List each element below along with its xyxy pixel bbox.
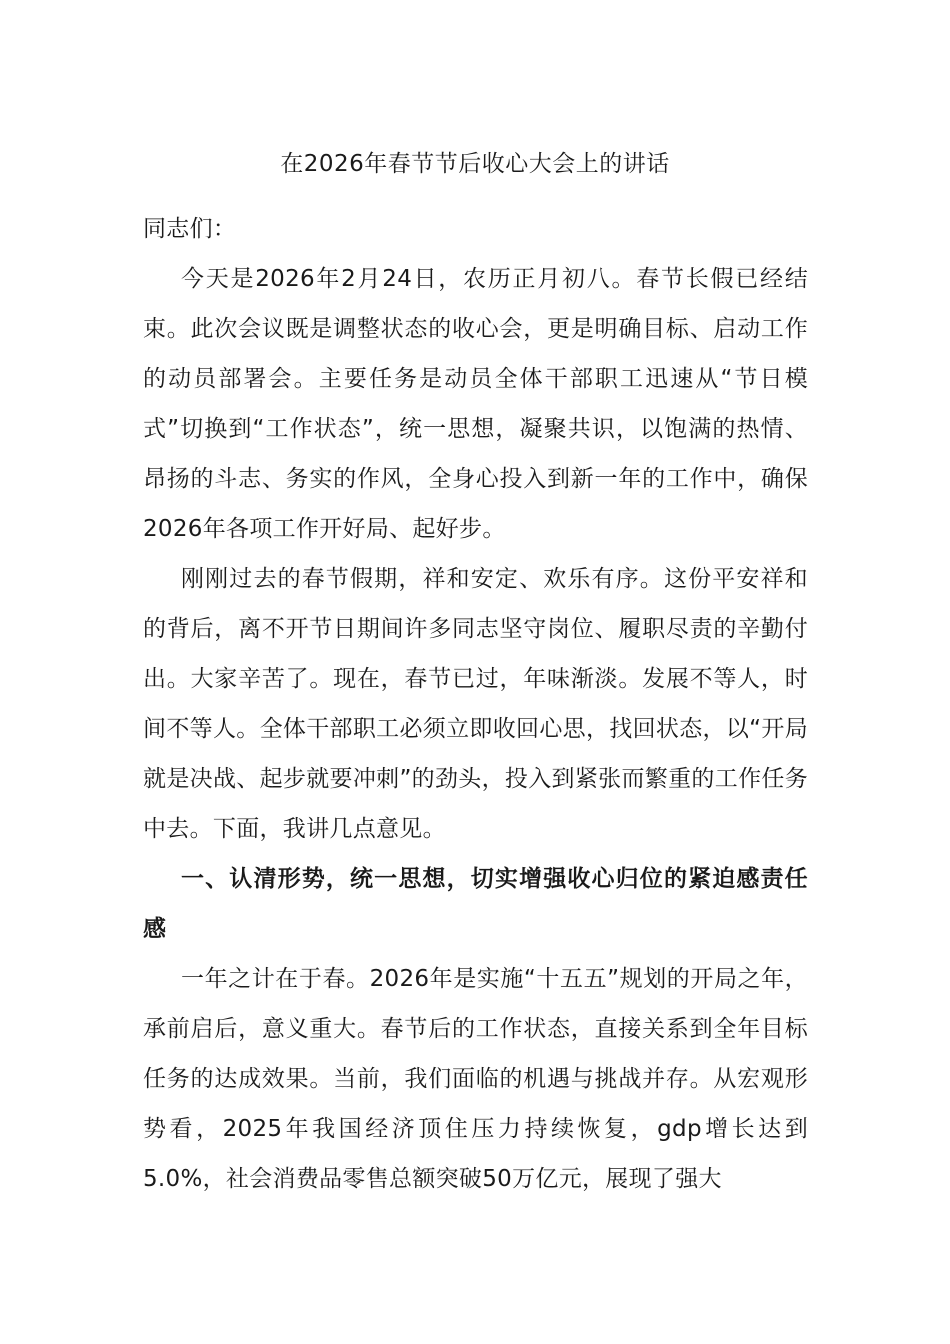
salutation: 同志们： — [143, 216, 237, 242]
paragraph-opening: 今天是2026年2月24日，农历正月初八。春节长假已经结束。此次会议既是调整状态的收心会，更是明确目标、启动工作的动员部署会。主要任务是动员全体干部职工迅速从“节日模式”切换到“工作状态”，统一思想，凝聚共识，以饱满的热情、昂扬的斗志、务实的作风，全身心投入到新一年的工作中，确保2026年各项工作开好局、起好步。 — [143, 266, 808, 542]
document-title: 在2026年春节节后收心大会上的讲话 — [280, 151, 670, 177]
section-heading-1: 一、认清形势，统一思想，切实增强收心归位的紧迫感责任感 — [143, 866, 808, 942]
document-body — [143, 204, 808, 1204]
paragraph-holiday: 刚刚过去的春节假期，祥和安定、欢乐有序。这份平安祥和的背后，离不开节日期间许多同志坚守岗位、履职尽责的辛勤付出。大家辛苦了。现在，春节已过，年味渐淡。发展不等人，时间不等人。全体干部职工必须立即收回心思，找回状态，以“开局就是决战、起步就要冲刺”的劲头，投入到紧张而繁重的工作任务中去。下面，我讲几点意见。 — [143, 566, 808, 842]
paragraph-situation: 一年之计在于春。2026年是实施“十五五”规划的开局之年，承前启后，意义重大。春节后的工作状态，直接关系到全年目标任务的达成效果。当前，我们面临的机遇与挑战并存。从宏观形势看，2025年我国经济顶住压力持续恢复，gdp增长达到5.0%，社会消费品零售总额突破50万亿元，展现了强大 — [143, 966, 808, 1192]
